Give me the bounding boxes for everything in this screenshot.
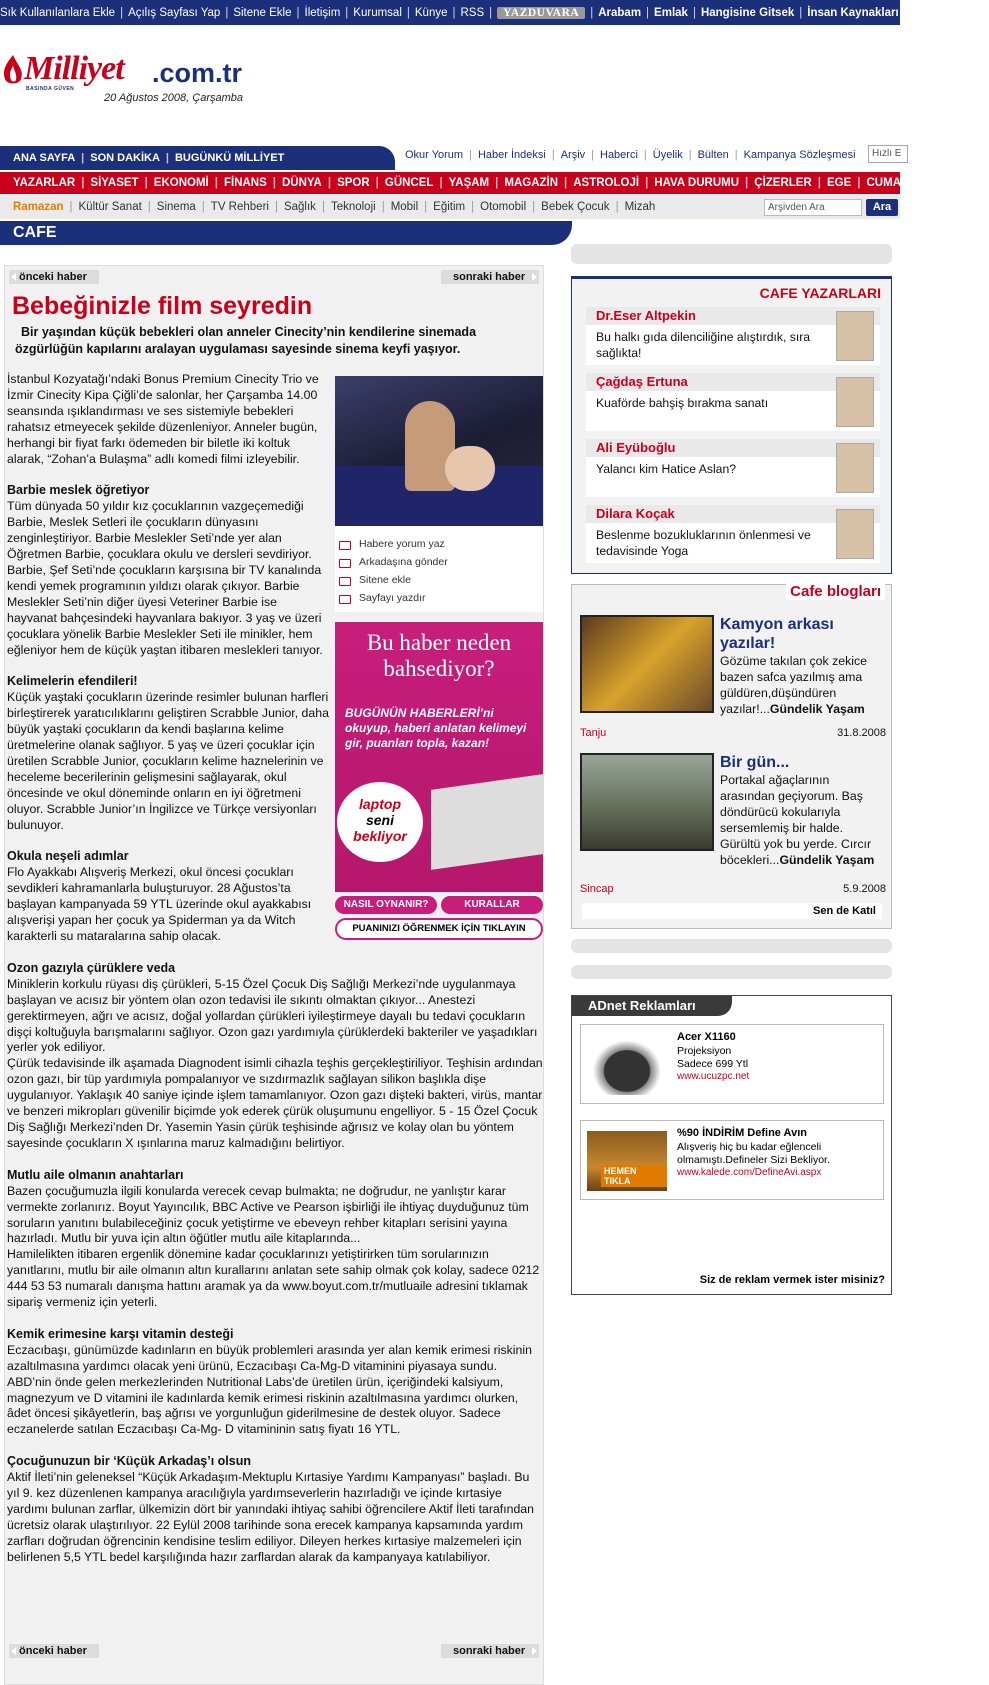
- nav-category-item[interactable]: HAVA DURUMU: [654, 177, 740, 189]
- separator: |: [645, 177, 649, 189]
- separator: |: [734, 149, 738, 161]
- writer-avatar: [836, 377, 874, 427]
- writer-item[interactable]: [586, 439, 880, 497]
- right-sidebar: [571, 244, 892, 1295]
- separator: |: [214, 177, 218, 189]
- separator: |: [745, 177, 749, 189]
- writer-item[interactable]: [586, 505, 880, 563]
- laptop-image: [431, 774, 543, 870]
- print-link[interactable]: Sayfayı yazdır: [339, 590, 539, 608]
- how-to-play-button[interactable]: NASIL OYNANIR?: [335, 896, 437, 914]
- writers-title: CAFE YAZARLARI: [759, 285, 881, 301]
- separator: |: [147, 201, 151, 213]
- nav-category-item[interactable]: EGE: [826, 177, 852, 189]
- blog-category[interactable]: Gündelik Yaşam: [769, 702, 865, 716]
- nav-category-item[interactable]: GÜNCEL: [384, 177, 434, 189]
- separator: |: [406, 6, 410, 19]
- nav-main-item[interactable]: BUGÜNKÜ MİLLİYET: [174, 152, 285, 164]
- separator: |: [591, 149, 594, 161]
- separator: |: [551, 149, 555, 161]
- nav-category-item[interactable]: PAZAR: [950, 177, 989, 189]
- promo-buttons: [335, 896, 543, 940]
- article-section: [7, 961, 543, 1152]
- writer-name[interactable]: Ali Eyüboğlu: [586, 439, 880, 457]
- nav-category-item[interactable]: CUMARTESİ: [866, 177, 935, 189]
- treasure-chest-image: [587, 1131, 667, 1191]
- separator: |: [799, 6, 803, 19]
- article-section: [7, 1327, 543, 1438]
- blog-thumbnail[interactable]: [580, 615, 714, 713]
- separator: |: [646, 6, 650, 19]
- placeholder-bar: [571, 965, 892, 979]
- separator: |: [345, 6, 349, 19]
- separator: |: [296, 6, 300, 19]
- blog-item[interactable]: [580, 615, 886, 717]
- blog-title[interactable]: Kamyon arkası yazılar!: [720, 616, 834, 652]
- category-nav: [0, 172, 989, 194]
- ad-item[interactable]: [580, 1120, 884, 1200]
- separator: |: [615, 201, 619, 213]
- nav-subcategory-item[interactable]: Eğitim: [433, 201, 466, 213]
- rules-button[interactable]: KURALLAR: [441, 896, 543, 914]
- projector-image: [587, 1035, 667, 1095]
- nav-main-item[interactable]: ANA SAYFA: [13, 152, 76, 164]
- nav-subcategory-item[interactable]: Ramazan: [13, 201, 64, 213]
- writer-headline[interactable]: Yalancı kim Hatice Aslan?: [596, 462, 736, 476]
- separator: |: [69, 201, 73, 213]
- service-nav: [405, 144, 900, 166]
- blog-item[interactable]: [580, 753, 886, 868]
- placeholder-bar: [571, 244, 892, 264]
- section-text: Tüm dünyada 50 yıldır kız çocuklarının vazgeçemediği Barbie, Meslek Setleri ile çocukların dünyasını zenginleştiriyor. Barbie Meslekler Seti’nde yer alan Öğretmen Barbie, çocuklara okulu ve dersleri sevdiriyor. Barbie, Şef Seti’nde çocukların karşısına bir TV kanalında kendi yemek programının yıldızı olarak çıkıyor. Barbie Meslekler Seti’nin diğer üyesi Veteriner Barbie ise hayvanat bahçesindeki hayvanlara bakıyor. 3 yaş ve üzeri çocuklara yönelik Barbie Meslekler Seti ile minikler, hem eğleniyor hem de küçük yaştan itibaren meslekleri tanıyor.: [7, 499, 323, 657]
- blog-excerpt-text: Gözüme takılan çok zekice bazen safca yazılmış ama güldüren,düşündüren yazılar!...: [720, 654, 867, 716]
- section-text: Bazen çocuğumuzla ilgili konularda verecek cevap bulmakta; ne doğrudur, ne yanlıştır karar vermekte zorlanırız. Boyut Yayıncılık, BBC Active ve Pearson işbirliği ile ihtiyaç duyduğunuz tüm soruların yanıtını bulabileceğiniz çocuk yetiştirme ve ebeveyn rehber kitapları serisini yayına hazırladı. Mutlu bir yuva için altın öğütler mutlu aile kitaplarında... Hamilelikten itibaren ergenlik dönemine kadar çocuklarınızı yetiştirirken tüm sorularınızın yanıtlarını, mutlu bir aile olmanın altın kurallarını anlatan sete sahip olmak çok kolay, sadece 0212 444 53 53 numaralı danışma hattını aramak ya da www.boyut.com.tr/mutluaile adresini tıklamak sipariş vermeniz için yeterli.: [7, 1183, 540, 1310]
- logo-tagline: BASINDA GÜVEN: [26, 86, 75, 92]
- section-heading: Ozon gazıyla çürüklere veda: [7, 960, 176, 975]
- ad-item[interactable]: [580, 1024, 884, 1104]
- top-link[interactable]: Kurumsal: [353, 6, 402, 19]
- writer-name[interactable]: Dilara Koçak: [586, 505, 880, 523]
- ads-title: ADnet Reklamları: [572, 996, 732, 1016]
- separator: |: [590, 6, 594, 19]
- promo-text: BUGÜNÜN HABERLERİ’ni okuyup, haberi anlatan kelimeyi gir, puanları topla, kazan!: [345, 706, 527, 750]
- section-heading: Çocuğunuzun bir ‘Küçük Arkadaş’ı olsun: [7, 1454, 252, 1469]
- yazduvara-link[interactable]: YAZDUVARA: [497, 7, 585, 19]
- separator: |: [817, 177, 821, 189]
- top-link[interactable]: Hangisine Gitsek: [700, 6, 795, 19]
- writer-avatar: [836, 311, 874, 361]
- top-link[interactable]: Sitene Ekle: [233, 6, 292, 19]
- writer-avatar: [836, 509, 874, 559]
- blogs-title: Cafe blogları: [786, 583, 885, 600]
- join-link[interactable]: Sen de Katıl: [582, 903, 882, 919]
- adnet-box: [571, 995, 892, 1295]
- separator: |: [903, 6, 907, 19]
- separator: |: [532, 201, 536, 213]
- nav-category-item[interactable]: YAŞAM: [448, 177, 490, 189]
- top-link[interactable]: Sık Kullanılanlara Ekle: [0, 6, 116, 19]
- nav-category-item[interactable]: SPOR: [337, 177, 370, 189]
- nav-category-item[interactable]: MAGAZİN: [504, 177, 559, 189]
- section-heading: Kelimelerin efendileri!: [7, 674, 138, 689]
- nav-category-item[interactable]: EKONOMİ: [153, 177, 209, 189]
- section-text: Miniklerin korkulu rüyası diş çürükleri, 5-15 Özel Çocuk Diş Sağlığı Merkezi’nde uygulanmaya başlayan ve acısız bir yöntem olan ozon tedavisi ile sıkıntı olmaktan çıkıyor... Anestezi gerektirmeyen, ağrı ve acısız, doğal yollardan çürükleri iyileştirmeye dayalı bu tedavi çocukların dişçi koltuğuyla barışmalarını sağlıyor. Ozon gazı yardımıyla çürüklerdeki bakteriler ve yaşadıkları yerler yok ediliyor. Çürük tedavisinde ilk aşamada Diagnodent isimli cihazla teşhis gerçekleştiriliyor. Teşhisin ardından ozon gazı, bir tüp yardımıyla pompalanıyor ve sızdırmazlık sağlayan silikon başlıkla dişe uygulanıyor. Yaklaşık 40 saniye içinde işlem tamamlanıyor. Ozon gazı dişteki bakteri, virüs, mantar ve benzeri mikropları güvenilir biçimde yok ederek çürük oluşumunu engelliyor. 5 - 15 Özel Çocuk Diş Sağlığı Merkezi’nden Dr. Yasemin Yasin çürük teşhisinde ağrısız ve kolay olan bu yöntem sayesinde çocukların X ışınlarına maruz kalmadığını belirtiyor.: [7, 976, 543, 1150]
- article-intro: İstanbul Kozyatağı’ndaki Bonus Premium Cinecity Trio ve İzmir Cinecity Kipa Çiğli’de salonlar, her Çarşamba 14.00 seansında ışıklandırması ve ses sistemiyle bebekleri rahatsız etmeyecek şekilde düzenleniyor. Anneler bugün, herhangi bir fiyat farkı ödemeden bir biletle iki koltuk alarak, “Zohan’a Bulaşma” adlı komedi filmi izleyebilir.: [7, 372, 319, 466]
- promo-headline: Bu haber neden bahsediyor?: [366, 630, 512, 681]
- flame-icon: [2, 54, 24, 88]
- separator: |: [327, 177, 332, 189]
- envelope-icon: [339, 559, 351, 568]
- printer-icon: [339, 595, 351, 604]
- writer-name[interactable]: Dr.Eser Altpekin: [586, 307, 880, 325]
- nav-category-item[interactable]: SİYASET: [90, 177, 139, 189]
- comment-icon: [339, 541, 351, 550]
- main-nav: [0, 146, 395, 170]
- ad-description: Alışveriş hiç bu kadar eğlenceli olmamıştı.Defineler Sizi Bekliyor.: [677, 1141, 830, 1166]
- hemen-tikla-badge: HEMEN TIKLA: [601, 1165, 667, 1187]
- ad-url[interactable]: www.ucuzpc.net: [677, 1071, 750, 1082]
- ad-title[interactable]: Acer X1160: [677, 1031, 736, 1043]
- separator: |: [120, 6, 124, 19]
- blog-meta: [580, 883, 886, 895]
- writer-name[interactable]: Çağdaş Ertuna: [586, 373, 880, 391]
- prev-article-button[interactable]: önceki haber: [9, 270, 99, 284]
- top-link[interactable]: Arabam: [598, 6, 642, 19]
- plus-icon: [339, 577, 351, 586]
- nav-subcategory-item[interactable]: Mizah: [624, 201, 656, 213]
- top-link[interactable]: İnsan Kaynakları: [807, 6, 899, 19]
- article-title: Bebeğinizle film seyredin: [12, 292, 313, 320]
- writer-item[interactable]: [586, 373, 880, 431]
- separator: |: [439, 177, 443, 189]
- separator: |: [272, 177, 276, 189]
- separator: |: [201, 201, 205, 213]
- nav-service-item[interactable]: Kampanya Sözleşmesi: [743, 149, 856, 161]
- top-link[interactable]: Açılış Sayfası Yap: [128, 6, 221, 19]
- separator: |: [452, 6, 456, 19]
- section-heading: Okula neşeli adımlar: [7, 849, 129, 864]
- blog-title[interactable]: Bir gün...: [720, 754, 790, 771]
- section-text: Flo Ayakkabı Alışveriş Merkezi, okul öncesi çocukları sevdikleri kahramanlarla buluşturuyor. 28 Ağustos’ta başlayan kampanyada 59 YTL üzerinde okul ayakkabısı alışverişi yapan her çocuk ya Spiderman ya da Witch karakterli su mataralarına sahip olacak.: [7, 865, 312, 943]
- separator: |: [489, 6, 493, 19]
- section-text: Eczacıbaşı, günümüzde kadınların en büyük problemleri arasında yer alan kemik erimesi riskinin azaltılmasına yardımcı olacak yeni ürünü, Eczacıbaşı Ca-Mg-D vitaminini piyasaya sundu. ABD’nin önde gelen merkezlerinden Nutritional Labs’de üretilen ürün, içeriğindeki kalsiyum, magnezyum ve D vitamini ile kadınlarda kemik erimesi riskinin azaltılmasına yardımcı olurken, âdet öncesi şikâyetlerin, baş ağrısı ve yorgunluğun giderilmesine de destek oluyor. Sadece eczanelerde satılan Eczacıbaşı Ca-Mg- D vitamininin satış fiyatı 16 YTL.: [7, 1342, 532, 1437]
- nav-service-item[interactable]: Haberci: [600, 149, 638, 161]
- article-section: [7, 1168, 543, 1311]
- separator: |: [564, 177, 568, 189]
- blog-date: 5.9.2008: [843, 883, 886, 895]
- separator: |: [225, 6, 229, 19]
- blog-author[interactable]: Tanju: [580, 727, 607, 739]
- separator: |: [692, 6, 696, 19]
- separator: |: [643, 149, 647, 161]
- blog-author[interactable]: Sincap: [580, 883, 614, 895]
- separator: |: [469, 149, 472, 161]
- top-link[interactable]: İletişim: [304, 6, 341, 19]
- separator: |: [375, 177, 379, 189]
- writer-avatar: [836, 443, 874, 493]
- archive-search-button[interactable]: Ara: [866, 199, 898, 216]
- prev-article-button-bottom[interactable]: önceki haber: [9, 1644, 99, 1658]
- nav-subcategory-item[interactable]: Sağlık: [283, 201, 316, 213]
- top-link[interactable]: Kobi: [911, 6, 938, 19]
- send-friend-link[interactable]: Arkadaşına gönder: [339, 554, 539, 572]
- nav-service-item[interactable]: Okur Yorum: [405, 149, 464, 161]
- separator: |: [144, 177, 148, 189]
- nav-subcategory-item[interactable]: Mobil: [390, 201, 419, 213]
- promo-banner[interactable]: [335, 622, 543, 892]
- nav-category-item[interactable]: DÜNYA: [282, 177, 322, 189]
- article-sidebar: [335, 376, 543, 940]
- separator: |: [688, 149, 692, 161]
- separator: |: [381, 201, 385, 213]
- section-heading: Kemik erimesine karşı vitamin desteği: [7, 1326, 234, 1341]
- separator: |: [81, 177, 85, 189]
- nav-category-item[interactable]: ASTROLOJİ: [573, 177, 640, 189]
- separator: |: [495, 177, 499, 189]
- section-title: CAFE: [0, 221, 572, 245]
- nav-service-item[interactable]: Üyelik: [652, 149, 683, 161]
- separator: |: [424, 201, 428, 213]
- article-lead: Bir yaşından küçük bebekleri olan anneler Cinecity’nin kendilerine sinemada özgürlüğün kapılarını aralayan uygulaması sayesinde sinema keyfi yaşıyor.: [15, 325, 477, 356]
- article-panel: [4, 265, 544, 1685]
- nav-category-item[interactable]: FİNANS: [223, 177, 267, 189]
- top-utility-bar: [0, 0, 938, 25]
- comment-link[interactable]: Habere yorum yaz: [339, 536, 539, 554]
- separator: |: [471, 201, 475, 213]
- quick-search-input[interactable]: Hızlı E: [868, 145, 908, 163]
- logo-domain: .com.tr: [152, 58, 243, 88]
- archive-search-input[interactable]: Arşivden Ara: [764, 199, 862, 216]
- section-heading: Mutlu aile olmanın anahtarları: [7, 1167, 184, 1182]
- top-link[interactable]: Künye: [414, 6, 448, 19]
- nav-category-item[interactable]: ÇİZERLER: [754, 177, 812, 189]
- nav-subcategory-item[interactable]: Kültür Sanat: [78, 201, 142, 213]
- nav-category-item[interactable]: YAZARLAR: [13, 177, 76, 189]
- separator: |: [274, 201, 278, 213]
- top-link[interactable]: RSS: [460, 6, 485, 19]
- section-heading: Barbie meslek öğretiyor: [7, 483, 150, 498]
- ad-title[interactable]: %90 İNDİRİM Define Avın: [677, 1127, 807, 1139]
- placeholder-bar: [571, 939, 892, 953]
- nav-subcategory-item[interactable]: Teknoloji: [330, 201, 376, 213]
- writer-headline[interactable]: Bu halkı gıda dilenciliğine alıştırdık, sıra sağlıkta!: [596, 330, 811, 360]
- nav-service-item[interactable]: Arşiv: [560, 149, 586, 161]
- separator: |: [321, 201, 325, 213]
- promo-star-badge: laptop seni bekliyor: [337, 782, 423, 862]
- next-article-button[interactable]: sonraki haber: [441, 270, 539, 284]
- current-date: 20 Ağustos 2008, Çarşamba: [104, 92, 244, 104]
- article-photo: [335, 376, 543, 526]
- section-text: Küçük yaştaki çocukların üzerinde resimler bulunan harfleri birleştirerek yaratıcılıklarını geliştiren Scrabble Junior, daha büyük yaştaki çocukların da kendi başlarına kelime üretmelerine olanak sağlıyor. 5 yaş ve üzeri çocuklar için üretilen Scrabble Junior, çocukların kelime haznelerinin ve heceleme becerilerinin gelişmesini sağlayarak, okul öncesinde ve okul döneminde onların en iyi öğretmeni oluyor. Scrabble Junior’ın İngilizce ve Türkçe versiyonları bulunuyor.: [7, 690, 329, 832]
- article-section: [7, 1454, 543, 1565]
- advertise-link[interactable]: Siz de reklam vermek ister misiniz?: [699, 1274, 885, 1286]
- blog-excerpt-text: Portakal ağaçlarının arasından geçiyorum. Baş döndürücü kokularıyla sersemlemiş bir halde. Gürültü yok bu yerde. Cırcır böcekleri...: [720, 773, 872, 867]
- article-body: [7, 372, 543, 1582]
- blog-meta: [580, 727, 886, 739]
- nav-subcategory-item[interactable]: TV Rehberi: [210, 201, 269, 213]
- nav-main-item[interactable]: SON DAKİKA: [90, 152, 160, 164]
- cafe-blogs-box: [571, 584, 892, 929]
- add-site-link[interactable]: Sitene ekle: [339, 572, 539, 590]
- next-article-button-bottom[interactable]: sonraki haber: [441, 1644, 539, 1658]
- writer-item[interactable]: [586, 307, 880, 365]
- nav-subcategory-item[interactable]: Bebek Çocuk: [541, 201, 610, 213]
- score-button[interactable]: PUANINIZI ÖĞRENMEK İÇİN TIKLAYIN: [335, 918, 543, 940]
- separator: |: [857, 177, 861, 189]
- article-tools: [335, 526, 543, 612]
- separator: |: [940, 177, 945, 189]
- separator: |: [165, 152, 169, 164]
- nav-subcategory-item[interactable]: Sinema: [156, 201, 196, 213]
- top-link[interactable]: Emlak: [654, 6, 688, 19]
- ad-description: Projeksiyon Sadece 699 Ytl: [677, 1045, 749, 1070]
- cafe-writers-box: [571, 276, 892, 574]
- blog-thumbnail[interactable]: [580, 753, 714, 851]
- section-text: Aktif İleti’nin geleneksel “Küçük Arkadaşım-Mektuplu Kırtasiye Yardımı Kampanyası” başladı. Bu yıl 9. kez düzenlenen kampanya aracılığıyla yardımseverlerin hazırladığı ve içinde kırtasiye yardımı bulunan zarflar, ülkemizin dört bir yanındaki ihtiyaç sahibi öğrencilere Aktif İleti tarafından ücretsiz olarak ulaştırılıyor. 22 Eylül 2008 tarihinde sona erecek kampanya kapsamında yardım zarfları doğrudan öğrencinin kendisine teslim ediliyor. Dileyen herkes kırtasiye malzemeleri için belirlenen 5,5 YTL bedel karşılığında hazır zarflardan alarak da kampanyaya katılabiliyor.: [7, 1470, 534, 1564]
- separator: |: [81, 152, 85, 164]
- blog-category[interactable]: Gündelik Yaşam: [779, 853, 875, 867]
- writer-headline[interactable]: Kuaförde bahşiş bırakma sanatı: [596, 396, 769, 410]
- nav-subcategory-item[interactable]: Otomobil: [480, 201, 527, 213]
- logo-wordmark: Milliyet: [24, 50, 124, 87]
- nav-service-item[interactable]: Haber İndeksi: [477, 149, 546, 161]
- ad-url[interactable]: www.kalede.com/DefineAvi.aspx: [677, 1167, 822, 1178]
- writer-headline[interactable]: Beslenme bozukluklarının önlenmesi ve tedavisinde Yoga: [596, 528, 811, 558]
- blog-date: 31.8.2008: [837, 727, 886, 739]
- nav-service-item[interactable]: Bülten: [697, 149, 729, 161]
